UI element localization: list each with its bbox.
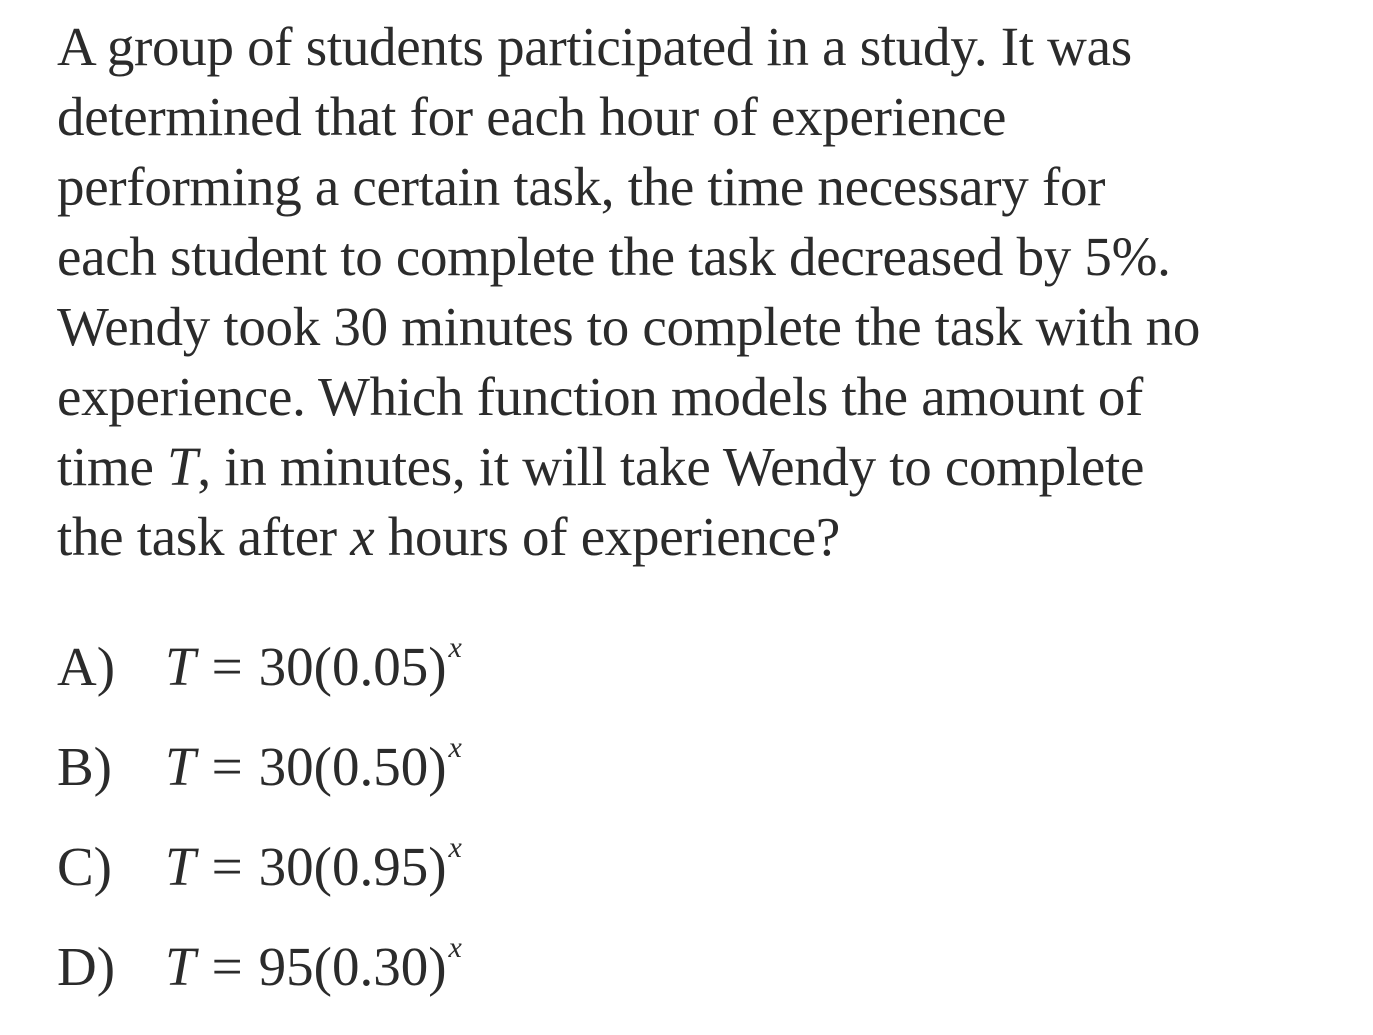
question-text xyxy=(57,12,1357,572)
choice-expression: 30(0.95) xyxy=(258,836,447,897)
choice-equals: = xyxy=(211,736,243,797)
choice-expression: 95(0.30) xyxy=(258,936,447,997)
answer-choices xyxy=(57,617,462,1017)
question-line-6: experience. Which function models the amount of xyxy=(57,366,1144,427)
choice-equals: = xyxy=(211,636,243,697)
question-line-8-end: hours of experience? xyxy=(374,506,840,567)
question-line-7-start: time xyxy=(57,436,168,497)
question-line-8 xyxy=(57,502,1357,572)
choice-expression: 30(0.05) xyxy=(258,636,447,697)
choice-variable: T xyxy=(165,836,196,897)
variable-t: T xyxy=(167,436,198,497)
choice-letter: B) xyxy=(57,736,112,797)
choice-equals: = xyxy=(211,936,243,997)
question-line-2: determined that for each hour of experience xyxy=(57,86,1007,147)
choice-c[interactable] xyxy=(57,817,462,917)
choice-exponent: x xyxy=(448,931,462,964)
choice-d[interactable] xyxy=(57,917,462,1017)
choice-exponent: x xyxy=(448,631,462,664)
choice-variable: T xyxy=(165,736,196,797)
question-line-3: performing a certain task, the time necessary for xyxy=(57,156,1106,217)
question-line-1: A group of students participated in a study. It was xyxy=(57,16,1132,77)
variable-x: x xyxy=(350,506,375,567)
choice-exponent: x xyxy=(448,731,462,764)
choice-b[interactable] xyxy=(57,717,462,817)
choice-letter: C) xyxy=(57,836,112,897)
choice-variable: T xyxy=(165,936,196,997)
question-line-5: Wendy took 30 minutes to complete the task with no xyxy=(57,296,1201,357)
choice-expression: 30(0.50) xyxy=(258,736,447,797)
question-line-4: each student to complete the task decreased by 5%. xyxy=(57,226,1171,287)
choice-equals: = xyxy=(211,836,243,897)
question-line-8-start: the task after xyxy=(57,506,351,567)
choice-exponent: x xyxy=(448,831,462,864)
choice-letter: D) xyxy=(57,936,116,997)
question-line-7-end: , in minutes, it will take Wendy to complete xyxy=(197,436,1145,497)
choice-letter: A) xyxy=(57,636,116,697)
choice-a[interactable] xyxy=(57,617,462,717)
question-line-7 xyxy=(57,432,1357,502)
choice-variable: T xyxy=(165,636,196,697)
